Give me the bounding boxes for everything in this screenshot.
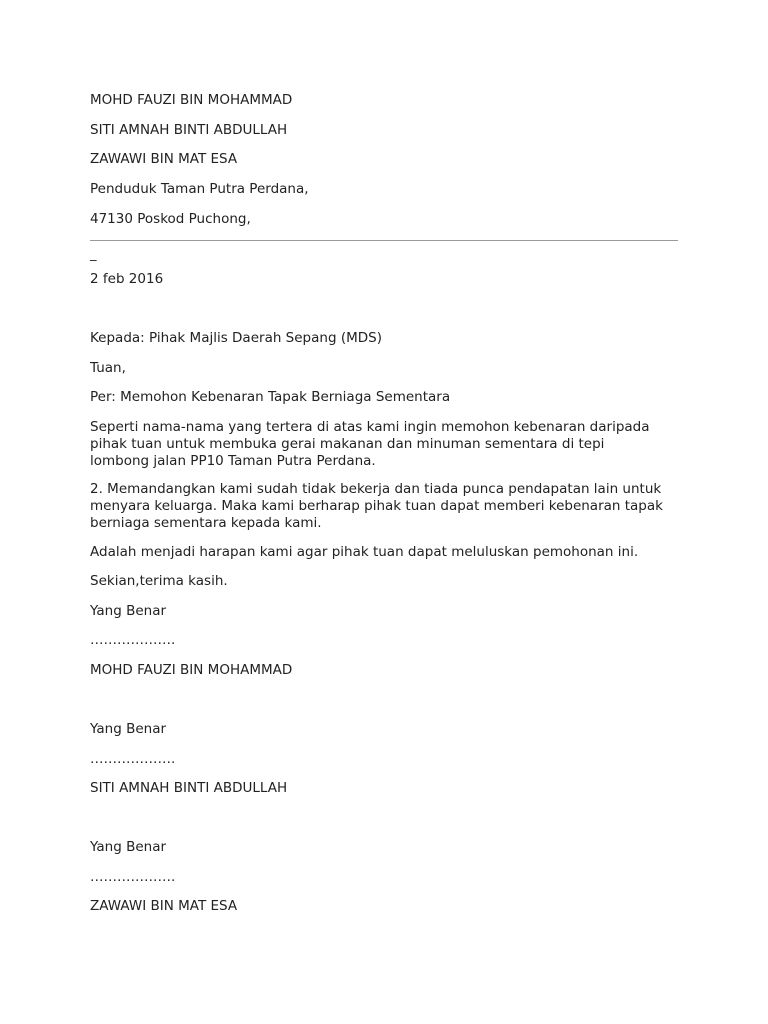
body-paragraph-2: [90, 481, 690, 532]
paragraph-line: pihak tuan untuk membuka gerai makanan dan minuman sementara di tepi: [90, 436, 605, 452]
closing-line: Sekian,terima kasih.: [90, 573, 228, 589]
signature-1-dots: ……………….: [90, 632, 176, 648]
paragraph-line: Seperti nama-nama yang tertera di atas kami ingin memohon kebenaran daripada: [90, 419, 650, 435]
sender-address-line-2: 47130 Poskod Puchong,: [90, 211, 251, 227]
sender-name-3: ZAWAWI BIN MAT ESA: [90, 151, 238, 167]
sender-name-1: MOHD FAUZI BIN MOHAMMAD: [90, 92, 293, 108]
separator-mark: _: [90, 247, 97, 262]
signature-2-name: SITI AMNAH BINTI ABDULLAH: [90, 780, 288, 796]
signature-1-name: MOHD FAUZI BIN MOHAMMAD: [90, 662, 293, 678]
subject-line: Per: Memohon Kebenaran Tapak Berniaga Sementara: [90, 389, 451, 405]
signature-2-dots: ……………….: [90, 751, 176, 767]
signature-2-label: Yang Benar: [90, 721, 167, 737]
signature-3-dots: ……………….: [90, 869, 176, 885]
body-paragraph-1: [90, 419, 690, 470]
body-paragraph-3: Adalah menjadi harapan kami agar pihak tuan dapat meluluskan pemohonan ini.: [90, 544, 639, 560]
recipient-line: Kepada: Pihak Majlis Daerah Sepang (MDS): [90, 330, 382, 346]
signature-3-name: ZAWAWI BIN MAT ESA: [90, 898, 238, 914]
sender-name-2: SITI AMNAH BINTI ABDULLAH: [90, 122, 288, 138]
paragraph-line: lombong jalan PP10 Taman Putra Perdana.: [90, 453, 376, 469]
paragraph-line: 2. Memandangkan kami sudah tidak bekerja dan tiada punca pendapatan lain untuk: [90, 481, 662, 497]
signature-3-label: Yang Benar: [90, 839, 167, 855]
salutation: Tuan,: [90, 360, 126, 376]
paragraph-line: menyara keluarga. Maka kami berharap pihak tuan dapat memberi kebenaran tapak: [90, 498, 663, 514]
header-divider: [90, 240, 678, 241]
letter-date: 2 feb 2016: [90, 271, 164, 287]
signature-1-label: Yang Benar: [90, 603, 167, 619]
paragraph-line: berniaga sementara kepada kami.: [90, 515, 322, 531]
sender-address-line-1: Penduduk Taman Putra Perdana,: [90, 181, 309, 197]
